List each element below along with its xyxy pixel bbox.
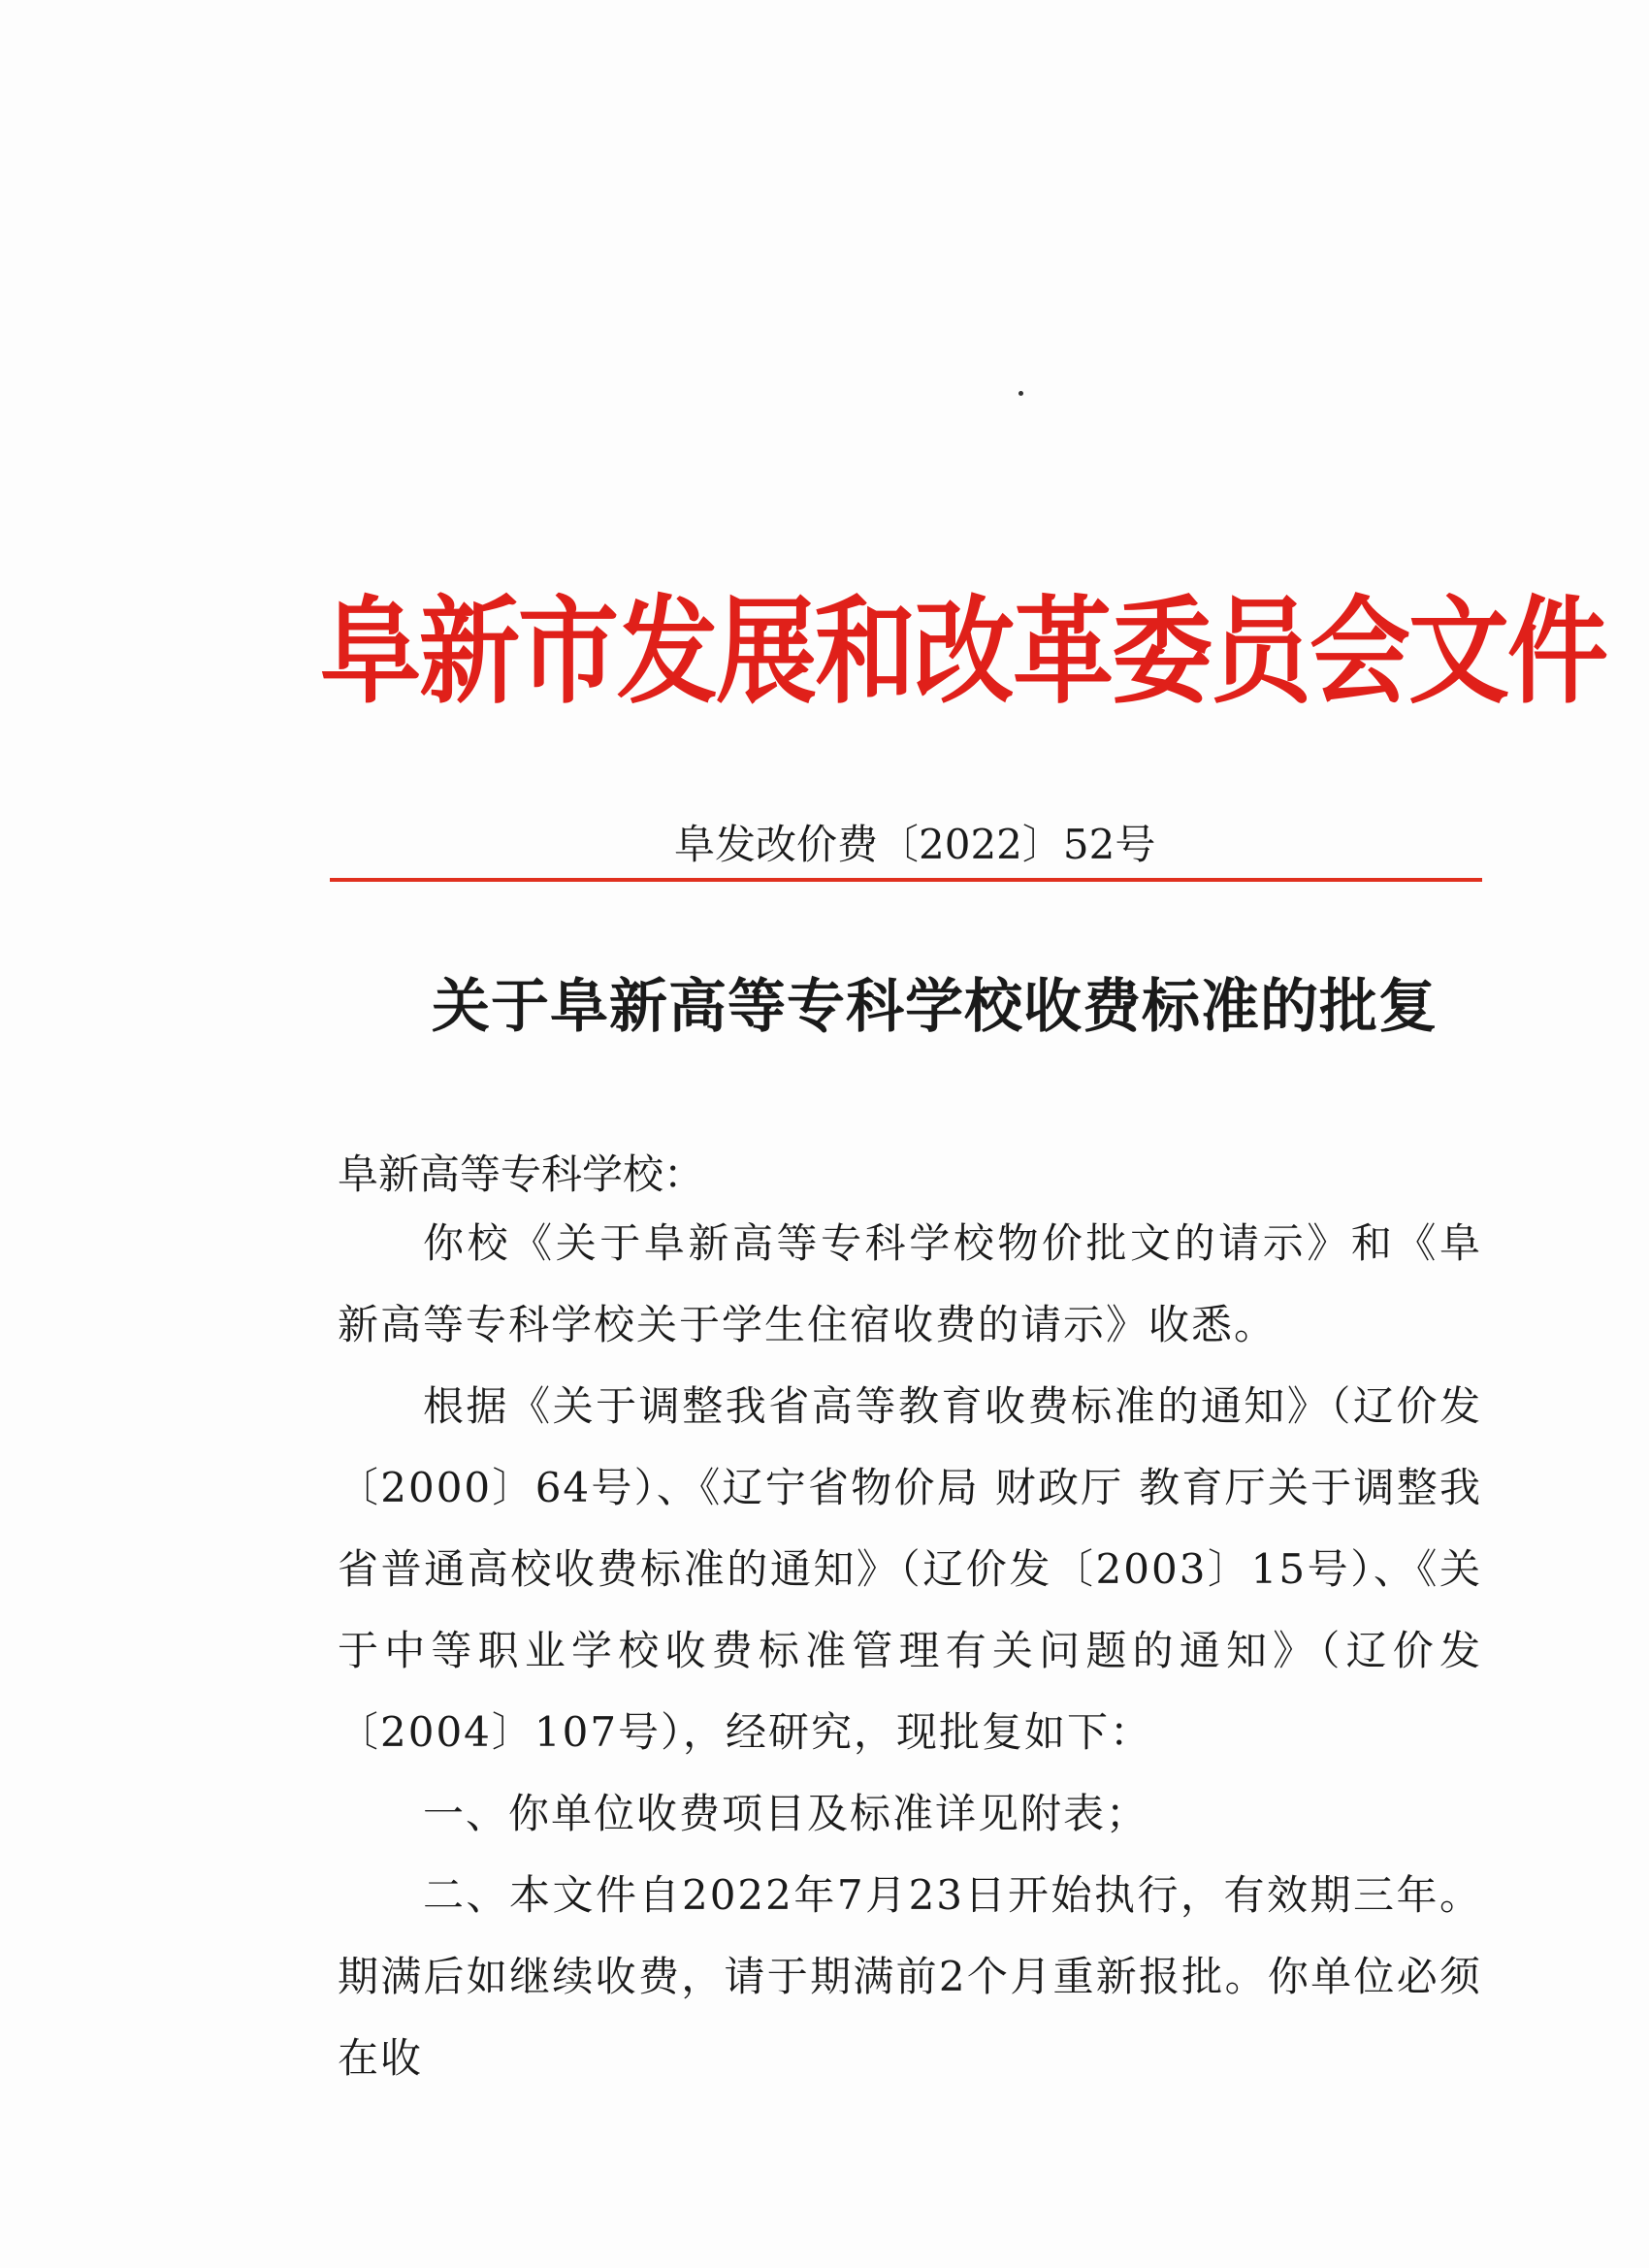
- paragraph-receipt: 你校《关于阜新高等专科学校物价批文的请示》和《阜新高等专科学校关于学生住宿收费的请示》收悉。: [338, 1219, 1482, 1348]
- body-text: [338, 1203, 1482, 2099]
- paragraph-basis: 根据《关于调整我省高等教育收费标准的通知》（辽价发〔2000〕64号）、《辽宁省物价局 财政厅 教育厅关于调整我省普通高校收费标准的通知》（辽价发〔2003〕15号）、《关于中等职业学校收费标准管理有关问题的通知》（辽价发〔2004〕107号），经研究，现批复如下：: [338, 1382, 1482, 1756]
- masthead-title: 阜新市发展和改革委员会文件: [320, 582, 1607, 720]
- red-divider-rule: [330, 878, 1482, 882]
- paragraph-item-2: 二、本文件自2022年7月23日开始执行，有效期三年。期满后如继续收费，请于期满前2个月重新报批。你单位必须在收: [338, 1871, 1482, 2082]
- paragraph-item-1: 一、你单位收费项目及标准详见附表；: [423, 1790, 1149, 1837]
- addressee: 阜新高等专科学校：: [338, 1150, 705, 1198]
- scan-speck: [1018, 391, 1023, 396]
- document-number: 阜发改价费〔2022〕52号: [674, 821, 1156, 868]
- document-title: 关于阜新高等专科学校收费标准的批复: [432, 973, 1438, 1041]
